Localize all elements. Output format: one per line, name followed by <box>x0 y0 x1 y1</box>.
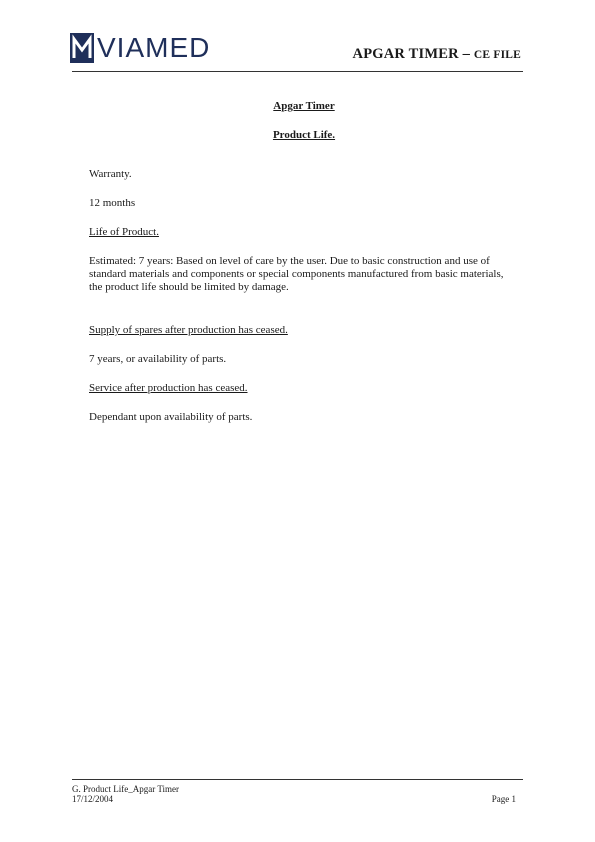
section-heading-warranty: Warranty. <box>89 168 132 180</box>
footer-page-number: Page 1 <box>491 794 516 804</box>
page-footer <box>72 784 516 804</box>
section-heading-service: Service after production has ceased. <box>89 382 248 394</box>
header-title-main: APGAR TIMER – <box>352 46 471 62</box>
footer-divider <box>72 779 523 780</box>
document-title: Apgar Timer <box>273 100 335 112</box>
section-body-service: Dependant upon availability of parts. <box>89 411 253 423</box>
brand-name: VIAMED <box>97 32 211 63</box>
footer-date: 17/12/2004 <box>72 794 114 804</box>
section-body-spares: 7 years, or availability of parts. <box>89 353 227 365</box>
section-heading-spares: Supply of spares after production has ceased. <box>89 324 288 336</box>
header-title <box>353 46 521 63</box>
section-heading-life-of-product: Life of Product. <box>89 226 159 238</box>
footer-line <box>72 794 516 804</box>
document-body <box>89 100 519 424</box>
company-logo <box>70 32 210 64</box>
header-title-suffix: CE FILE <box>473 49 521 61</box>
footer-file-name: G. Product Life_Apgar Timer <box>72 784 179 794</box>
section-body-warranty: 12 months <box>89 197 136 209</box>
header-divider <box>72 71 523 72</box>
document-subtitle: Product Life. <box>272 129 336 141</box>
section-body-life-of-product: Estimated: 7 years: Based on level of care by the user. Due to basic construction and use of standard materials and components or special components manufactured from basic materials, the product life should be limited by damage. <box>89 255 504 293</box>
viamed-logo-mark <box>70 33 94 63</box>
